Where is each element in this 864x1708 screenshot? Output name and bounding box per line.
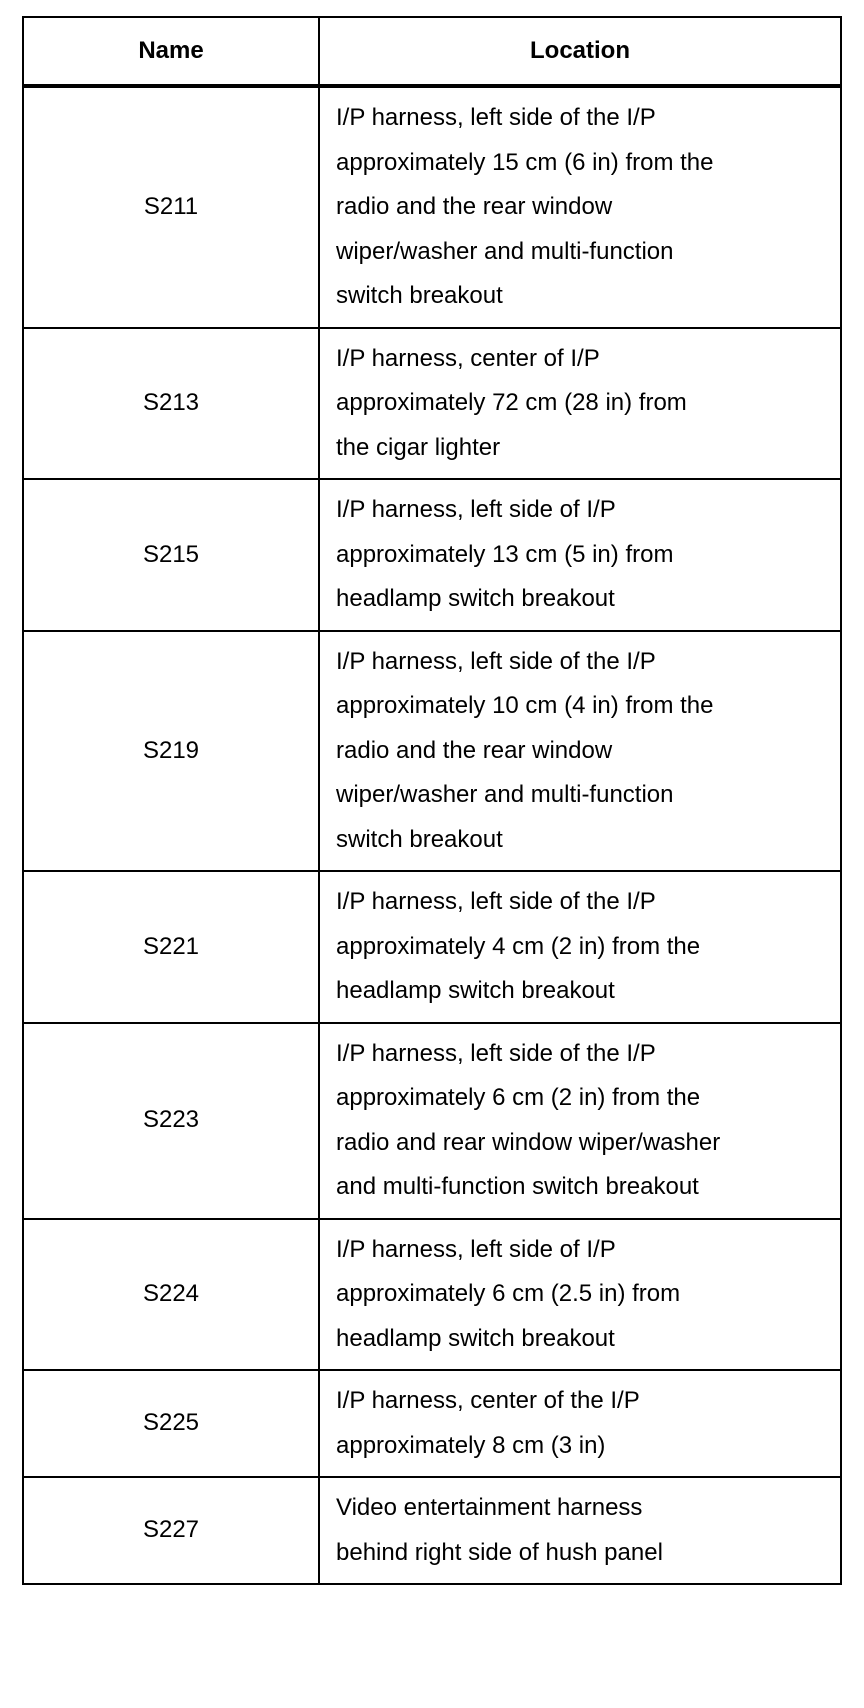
splice-name-cell: S221 <box>23 871 319 1023</box>
table-row <box>23 631 841 872</box>
location-text-line: the cigar lighter <box>336 433 501 461</box>
table-row <box>23 86 841 328</box>
location-text-line: Video entertainment harness <box>336 1494 643 1521</box>
location-text-line: I/P harness, left side of the I/P <box>336 1039 656 1067</box>
splice-location-cell <box>319 1370 841 1477</box>
table-row <box>23 1370 841 1477</box>
table-header <box>23 17 841 86</box>
splice-name-cell: S219 <box>23 631 319 872</box>
table-row <box>23 1219 841 1371</box>
splice-name-cell: S223 <box>23 1023 319 1219</box>
header-row <box>23 17 841 86</box>
location-text-line: approximately 10 cm (4 in) from the <box>336 692 714 719</box>
location-text-line: approximately 4 cm (2 in) from the <box>336 932 701 960</box>
location-text-line: I/P harness, center of I/P <box>336 344 600 372</box>
location-text-line: I/P harness, left side of the I/P <box>336 104 656 131</box>
splice-location-cell <box>319 1477 841 1584</box>
location-text-line: approximately 15 cm (6 in) from the <box>336 148 714 176</box>
splice-name-cell: S213 <box>23 328 319 480</box>
splice-name-cell: S215 <box>23 479 319 631</box>
splice-location-table <box>22 16 842 1585</box>
name-column-header: Name <box>23 17 319 86</box>
splice-name-cell: S211 <box>23 86 319 328</box>
location-text-line: and multi-function switch breakout <box>336 1173 699 1200</box>
location-text-line: I/P harness, left side of I/P <box>336 496 616 523</box>
location-text-line: headlamp switch breakout <box>336 585 615 612</box>
location-text-line: approximately 13 cm (5 in) from <box>336 540 674 568</box>
splice-location-cell <box>319 328 841 480</box>
table-row <box>23 871 841 1023</box>
location-text-line: switch breakout <box>336 282 503 309</box>
splice-location-cell <box>319 1023 841 1219</box>
table-row <box>23 1477 841 1584</box>
splice-location-cell <box>319 871 841 1023</box>
location-text-line: approximately 72 cm (28 in) from <box>336 389 687 416</box>
location-text-line: behind right side of hush panel <box>336 1538 663 1566</box>
table-row <box>23 479 841 631</box>
location-text-line: switch breakout <box>336 825 503 853</box>
splice-location-cell <box>319 1219 841 1371</box>
location-column-header: Location <box>319 17 841 86</box>
table-body <box>23 86 841 1584</box>
location-text-line: I/P harness, left side of the I/P <box>336 647 656 675</box>
splice-name-cell: S224 <box>23 1219 319 1371</box>
splice-location-cell <box>319 479 841 631</box>
location-text-line: approximately 6 cm (2 in) from the <box>336 1084 701 1111</box>
location-text-line: approximately 8 cm (3 in) <box>336 1431 606 1459</box>
location-text-line: headlamp switch breakout <box>336 977 615 1004</box>
location-text-line: I/P harness, center of the I/P <box>336 1387 640 1414</box>
location-text-line: wiper/washer and multi-function <box>336 781 674 808</box>
location-text-line: wiper/washer and multi-function <box>336 237 674 265</box>
location-text-line: I/P harness, left side of the I/P <box>336 888 656 915</box>
splice-name-cell: S225 <box>23 1370 319 1477</box>
table-row <box>23 328 841 480</box>
location-text-line: I/P harness, left side of I/P <box>336 1235 616 1263</box>
location-text-line: radio and rear window wiper/washer <box>336 1128 721 1156</box>
location-text-line: approximately 6 cm (2.5 in) from <box>336 1280 681 1307</box>
splice-location-cell <box>319 631 841 872</box>
location-text-line: headlamp switch breakout <box>336 1324 615 1352</box>
location-text-line: radio and the rear window <box>336 736 613 764</box>
splice-name-cell: S227 <box>23 1477 319 1584</box>
table-row <box>23 1023 841 1219</box>
splice-location-cell <box>319 86 841 328</box>
location-text-line: radio and the rear window <box>336 193 613 220</box>
